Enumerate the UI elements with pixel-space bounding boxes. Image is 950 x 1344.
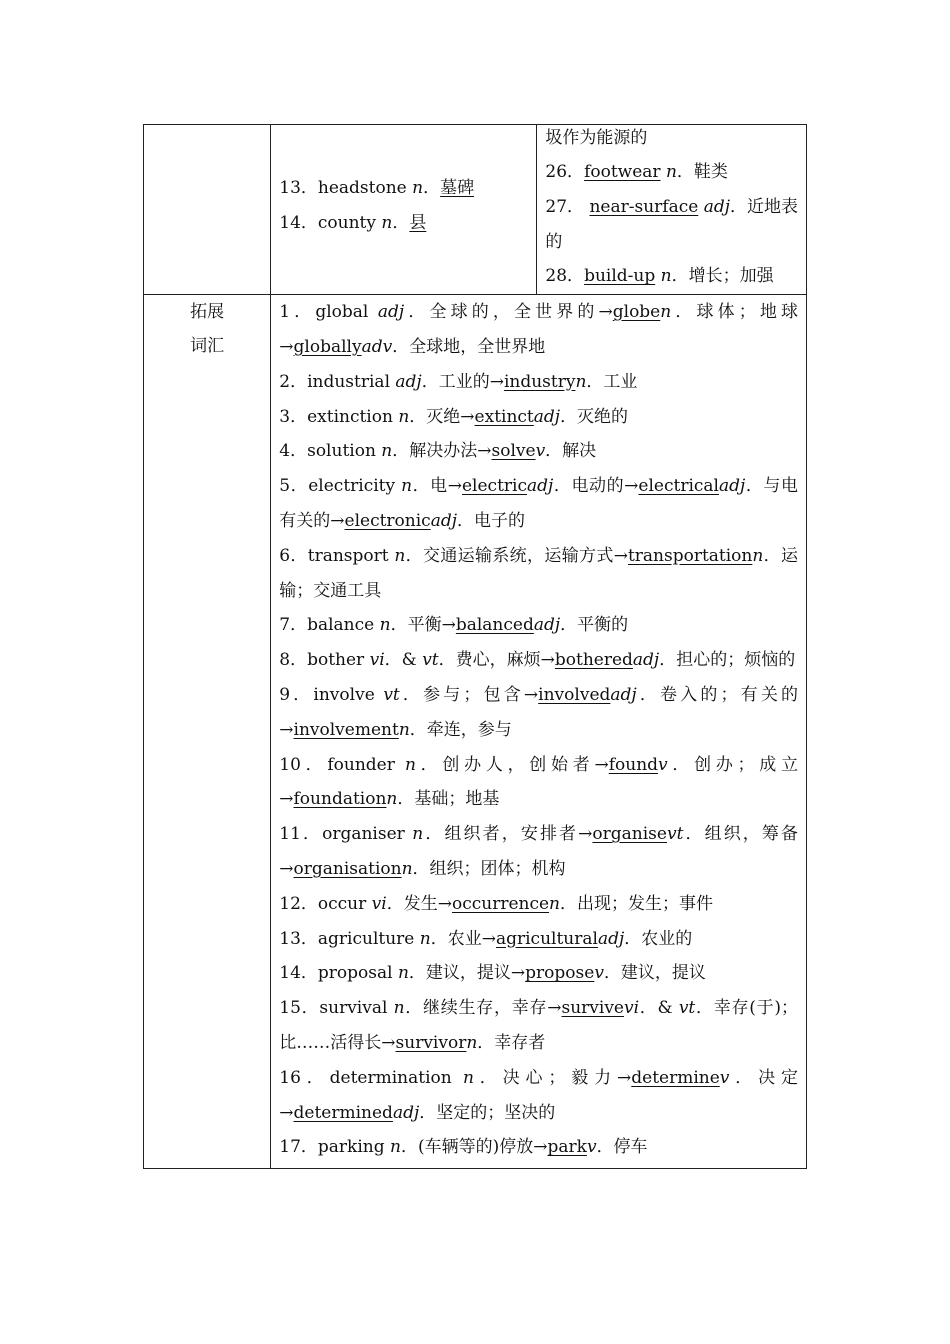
definition-text: ．球体；地球→ <box>279 302 798 357</box>
part-of-speech: vi <box>369 650 385 671</box>
part-of-speech: vt <box>678 998 696 1019</box>
part-of-speech: v <box>719 1067 730 1088</box>
headword: global <box>315 302 378 323</box>
extension-vocab-list <box>271 295 806 1168</box>
definition-text: ．组织者，安排者→ <box>423 824 593 845</box>
part-of-speech: adj <box>395 371 422 392</box>
answer-word: extinct <box>474 406 534 427</box>
definition-text: ．建议，提议→ <box>408 963 526 984</box>
part-of-speech: adj <box>377 302 405 323</box>
headword: proposal <box>317 963 398 984</box>
vocab-entry <box>279 887 798 922</box>
part-of-speech: v <box>535 441 546 462</box>
part-of-speech: n <box>397 963 409 984</box>
part-of-speech: n <box>466 1032 478 1053</box>
answer: 县 <box>409 212 427 233</box>
answer-word: electrical <box>638 476 719 497</box>
headword: bother <box>307 650 370 671</box>
answer-word: transportation <box>627 545 753 566</box>
category-label: 词汇 <box>190 336 225 357</box>
item-number: 6． <box>279 545 308 566</box>
answer-word: park <box>547 1137 587 1158</box>
extension-vocab-cell <box>271 295 807 1169</box>
definition-text: ．幸存(于)；比……活得长→ <box>279 998 799 1053</box>
definition-text: ．解决 <box>545 441 597 462</box>
headword: determination <box>329 1067 463 1088</box>
item-number: 15． <box>279 998 320 1019</box>
vocab-item: 27． near-surface adj．近地表 <box>545 196 798 217</box>
vocab-entry <box>279 539 798 609</box>
part-of-speech: n <box>386 789 398 810</box>
vocab-item: 28．build-up n．增长；加强 <box>545 266 774 287</box>
definition-text: ．全球的，全世界的→ <box>404 302 613 323</box>
answer-word: involvement <box>293 719 399 740</box>
definition-text: ．坚定的；坚决的 <box>419 1102 556 1123</box>
definition-text: ．交通运输系统，运输方式→ <box>405 545 628 566</box>
part-of-speech: n <box>398 719 410 740</box>
vocab-item: 26．footwear n．鞋类 <box>545 162 728 182</box>
answer-word: involved <box>538 684 611 705</box>
part-of-speech: adj <box>632 650 660 671</box>
answer-word: survive <box>561 998 624 1019</box>
part-of-speech: vt <box>666 824 684 845</box>
definition-text: ．停车 <box>596 1137 648 1158</box>
definition-text: ．建议，提议 <box>603 963 706 984</box>
vocab-entry <box>279 678 798 748</box>
item-number: 3． <box>279 406 308 427</box>
answer-word: organisation <box>293 858 402 879</box>
definition-text: ．牵连，参与 <box>409 719 512 740</box>
vocab-entry <box>279 469 798 539</box>
definition-text: ．出现；发生；事件 <box>560 893 713 914</box>
part-of-speech: adj <box>430 510 457 531</box>
definition-text: ．& <box>384 650 423 671</box>
part-of-speech: n <box>401 858 413 879</box>
part-of-speech: vt <box>422 650 439 671</box>
item-number: 17． <box>279 1137 318 1158</box>
definition-text: ．参与；包含→ <box>399 684 539 705</box>
item-number: 10． <box>279 754 328 775</box>
vocab-entry <box>279 817 798 887</box>
answer-word: electric <box>462 476 527 497</box>
table-row-basic <box>144 125 807 295</box>
definition-text: ．费心，麻烦→ <box>438 650 555 671</box>
headword: involve <box>313 684 384 705</box>
headword: industrial <box>307 371 396 392</box>
definition-text: ．组织，筹备→ <box>279 824 799 879</box>
category-cell <box>144 295 271 1169</box>
item-number: 2． <box>279 371 308 392</box>
part-of-speech: vi <box>371 893 387 914</box>
headword: agriculture <box>317 928 420 949</box>
part-of-speech: n <box>575 371 587 392</box>
answer-word: organise <box>592 824 667 845</box>
part-of-speech: n <box>393 998 405 1019</box>
definition-text: ．组织；团体；机构 <box>412 858 566 879</box>
headword: parking <box>317 1137 391 1158</box>
item-number: 1． <box>279 302 316 323</box>
item-number: 5． <box>279 476 309 497</box>
vocab-entry <box>279 1130 798 1165</box>
item-number: 14． <box>279 963 318 984</box>
answer-word: occurrence <box>451 893 550 914</box>
headword: founder <box>327 754 405 775</box>
headword: occur <box>317 893 372 914</box>
vocab-entry <box>279 400 798 435</box>
definition-text: ．(车辆等的)停放→ <box>400 1137 548 1158</box>
definition-text: ．电子的 <box>457 510 525 531</box>
part-of-speech: n <box>549 893 560 914</box>
vocab-entry <box>279 295 798 365</box>
answer-word: globally <box>293 336 362 357</box>
part-of-speech: n <box>462 1067 474 1088</box>
vocab-entry <box>279 991 798 1061</box>
definition-text: ．农业的 <box>624 928 693 949</box>
part-of-speech: n <box>404 754 416 775</box>
headword: solution <box>307 441 382 462</box>
item-number: 12． <box>279 893 318 914</box>
definition-text: ．& <box>639 998 679 1019</box>
part-of-speech: adj <box>533 406 561 427</box>
definition-text: ．发生→ <box>386 893 452 914</box>
part-of-speech: vi <box>624 998 640 1019</box>
part-of-speech: n <box>394 545 406 566</box>
headword: survival <box>319 998 394 1019</box>
continued-text: 圾作为能源的 <box>545 128 648 148</box>
part-of-speech: v <box>658 754 668 775</box>
table-row-extension <box>144 295 807 1169</box>
answer-word: electronic <box>344 510 431 531</box>
vocab-entry <box>279 643 798 678</box>
basic-vocab-cell-right: 圾作为能源的 26．footwear n．鞋类 27． near-surface adj．近地表 的 28．build-up n．增长；加强 <box>537 125 807 295</box>
part-of-speech: adv <box>361 336 393 357</box>
answer-word: determined <box>293 1102 393 1123</box>
definition-text: ．卷入的；有关的→ <box>279 684 799 740</box>
answer-word: balanced <box>455 615 534 636</box>
headword: electricity <box>308 476 402 497</box>
definition-text: ．继续生存，幸存→ <box>404 998 562 1019</box>
category-label: 拓展 <box>190 302 225 323</box>
definition-text: ．电→ <box>412 476 462 497</box>
part-of-speech: adj <box>610 684 637 705</box>
headword: extinction <box>307 406 399 427</box>
answer-word: bothered <box>554 650 633 671</box>
answer: 墓碑 <box>440 178 475 198</box>
definition-text: ．幸存者 <box>477 1032 546 1053</box>
part-of-speech: n <box>401 476 413 497</box>
definition-text: ．灭绝→ <box>409 406 475 427</box>
item-number: 13． <box>279 928 318 949</box>
definition-text: ．创办人，创始者→ <box>415 754 609 775</box>
definition-text: ．决定→ <box>279 1067 798 1123</box>
answer-word: agricultural <box>495 928 598 949</box>
basic-vocab-cell-middle <box>271 125 537 295</box>
vocab-item: 13．headstone n．墓碑 <box>279 178 475 198</box>
definition-text: ．解决办法→ <box>392 441 492 462</box>
headword: transport <box>307 545 395 566</box>
part-of-speech: n <box>390 1137 401 1158</box>
definition-text: ．基础；地基 <box>397 789 500 810</box>
definition-text: ．担心的；烦恼的 <box>659 650 796 671</box>
answer-word: found <box>608 754 659 775</box>
definition-text: ．与电有关的→ <box>279 476 798 531</box>
vocab-entry <box>279 922 798 957</box>
part-of-speech: n <box>419 928 431 949</box>
definition-text: ．全球地，全世界地 <box>392 336 546 357</box>
item-number: 7． <box>279 615 308 636</box>
part-of-speech: adj <box>597 928 625 949</box>
part-of-speech: v <box>594 963 604 984</box>
category-cell-empty <box>144 125 271 295</box>
vocab-entry <box>279 956 798 991</box>
definition-text: ．农业→ <box>430 928 496 949</box>
part-of-speech: adj <box>718 476 746 497</box>
part-of-speech: n <box>381 441 393 462</box>
part-of-speech: adj <box>392 1102 420 1123</box>
definition-text: ．工业的→ <box>421 371 504 392</box>
vocab-entry <box>279 1061 798 1131</box>
item-number: 11． <box>279 824 323 845</box>
definition-text: ．运输；交通工具 <box>279 545 799 601</box>
part-of-speech: n <box>752 545 764 566</box>
headword: organiser <box>322 824 413 845</box>
answer-word: industry <box>503 371 576 392</box>
definition-text: ．灭绝的 <box>560 406 629 427</box>
part-of-speech: n <box>398 406 410 427</box>
item-number: 9． <box>279 684 314 705</box>
answer-word: foundation <box>293 789 387 810</box>
item-number: 8． <box>279 650 308 671</box>
item-number: 4． <box>279 441 308 462</box>
definition-text: ．决心；毅力→ <box>473 1067 632 1088</box>
headword: balance <box>307 615 380 636</box>
item-number: 16． <box>279 1067 330 1088</box>
vocabulary-table <box>143 124 807 1169</box>
answer-word: determine <box>631 1067 720 1088</box>
definition-text: ．平衡→ <box>390 615 456 636</box>
vocab-entry <box>279 365 798 400</box>
answer-word: survivor <box>395 1032 467 1053</box>
part-of-speech: adj <box>527 476 554 497</box>
answer-word: solve <box>491 441 536 462</box>
part-of-speech: n <box>660 302 672 323</box>
answer-word: globe <box>612 302 661 323</box>
answer-word: propose <box>525 963 595 984</box>
vocab-entry <box>279 748 798 818</box>
part-of-speech: adj <box>533 615 561 636</box>
definition-text: ．工业 <box>586 371 638 392</box>
part-of-speech: n <box>379 615 391 636</box>
vocab-entry <box>279 608 798 643</box>
definition-text: ．电动的→ <box>553 476 639 497</box>
vocab-entry <box>279 434 798 469</box>
definition-text: ．平衡的 <box>560 615 629 636</box>
part-of-speech: n <box>412 824 424 845</box>
definition-text: ．创办；成立→ <box>279 754 798 810</box>
part-of-speech: vt <box>383 684 400 705</box>
vocab-item: 14．county n．县 <box>279 212 427 233</box>
part-of-speech: v <box>586 1137 597 1158</box>
